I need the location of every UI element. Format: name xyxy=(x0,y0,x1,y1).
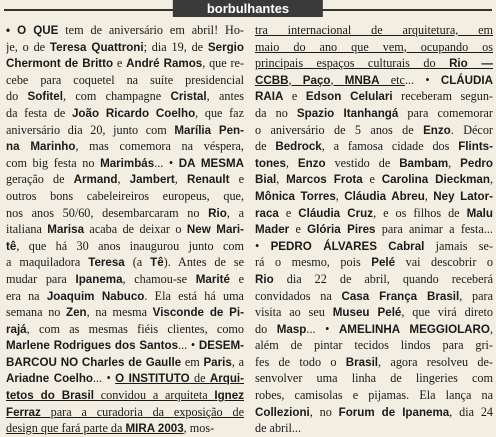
text-run: para animar a festa... xyxy=(375,222,493,237)
text-line xyxy=(6,55,244,72)
text-line xyxy=(255,271,493,288)
text-run: , chamou-se xyxy=(122,271,196,286)
text-run: , mos- xyxy=(183,421,215,436)
bold-name: raca xyxy=(255,206,279,220)
bold-name: DA MESMA xyxy=(178,156,244,170)
bold-name: Malu xyxy=(466,206,493,220)
text-run: , a famosa cidade dos xyxy=(321,139,459,154)
text-line xyxy=(6,188,244,205)
bold-name: Marcos Frota xyxy=(286,173,363,187)
section-title: borbulhantes xyxy=(173,0,323,17)
text-line xyxy=(255,188,493,205)
bold-name: MIRA 2003 xyxy=(125,422,184,436)
text-run: ). Antes de se xyxy=(163,255,244,270)
text-line xyxy=(255,155,493,172)
text-run: cebe para coquetel na suíte presidencial xyxy=(6,72,244,87)
bold-name: Brasil xyxy=(345,355,379,369)
bold-name: Charles de Gaulle xyxy=(81,355,182,369)
bold-name: Carolina Dieckman xyxy=(381,173,490,187)
text-line xyxy=(255,370,493,387)
bold-name: Visconde de Pi- xyxy=(152,306,244,320)
text-run: design que fará parte da xyxy=(6,421,126,436)
text-run: rá o mesmo, pois xyxy=(255,255,372,270)
text-run: e xyxy=(229,271,244,286)
text-run: e xyxy=(289,222,308,237)
text-run: , e os filhos de xyxy=(373,205,467,220)
bold-name: Bedrock xyxy=(275,140,322,154)
text-run: fes de todo o xyxy=(255,354,346,369)
text-run: tra internacional de arquitetura, em xyxy=(255,23,493,37)
text-run: de xyxy=(189,371,210,386)
text-run: etc xyxy=(379,72,405,87)
bold-name: CLÁUDIA xyxy=(440,73,493,87)
bold-name: Marité xyxy=(195,272,230,286)
right-column xyxy=(255,22,493,437)
text-run: , xyxy=(330,72,345,87)
text-line xyxy=(255,88,493,105)
text-run: outros bons cabeleireiros europeus, que, xyxy=(6,188,244,203)
text-run: . Ela está há uma xyxy=(144,288,244,303)
bold-name: Sergio xyxy=(207,40,244,54)
text-line xyxy=(6,221,244,238)
text-run: , xyxy=(174,172,187,187)
bold-name: Edson Celulari xyxy=(305,90,393,104)
text-line xyxy=(255,171,493,188)
bold-name: Armand xyxy=(73,173,118,187)
text-run: com big festa no xyxy=(6,155,101,170)
text-run: e xyxy=(362,172,382,187)
text-run: geração de xyxy=(6,172,74,187)
text-run: , a xyxy=(231,354,244,369)
text-run: principais espaços culturais do xyxy=(255,56,450,71)
text-line xyxy=(6,138,244,155)
text-run: , que re- xyxy=(202,56,244,71)
text-run: , com as mesmas fiéis clientes, como xyxy=(26,321,244,336)
text-run: do xyxy=(6,89,28,104)
text-run: dia 22 de abril, quando receberá xyxy=(273,271,493,286)
bold-name: Mônica Torres xyxy=(255,189,336,203)
text-run: , xyxy=(489,321,493,336)
text-run: , na mesma xyxy=(86,305,153,320)
text-run: para a curadoria da exposição de xyxy=(40,404,244,419)
section-header xyxy=(0,0,496,20)
text-run: , mas comemora na véspera, xyxy=(75,139,244,154)
text-line xyxy=(6,321,244,338)
text-line xyxy=(255,337,493,354)
bold-name: Cláudia Cruz xyxy=(298,206,374,220)
bold-name: BARCOU NO xyxy=(6,355,79,369)
text-run: nos anos 50/60, desembarcaram no xyxy=(6,205,209,220)
text-run: aniversário dia 20, junto com xyxy=(6,122,175,137)
text-run: visita ao seu xyxy=(255,305,333,320)
text-run: receberam segun- xyxy=(392,89,493,104)
text-run: , xyxy=(448,155,461,170)
bold-name: Cristal xyxy=(170,90,207,104)
text-run: além de pintar tecidos lindos para gri- xyxy=(255,338,493,353)
text-run: ... • xyxy=(178,338,199,353)
text-run: . Décor xyxy=(450,122,493,137)
bold-name: Rio xyxy=(255,272,274,286)
text-run: , com champagne xyxy=(62,89,171,104)
bold-name: Bial xyxy=(255,173,277,187)
bold-name: Marisa xyxy=(47,223,85,237)
bold-name: na Marinho xyxy=(6,140,76,154)
text-line xyxy=(6,122,244,139)
text-line xyxy=(6,387,244,404)
bold-name: Paço xyxy=(302,73,331,87)
text-run: semana no xyxy=(6,305,67,320)
text-line xyxy=(6,105,244,122)
text-run: e xyxy=(229,172,244,187)
bold-name: Casa França Brasil xyxy=(341,289,460,303)
text-run: para comemorar xyxy=(398,105,493,120)
bold-name: Marília Pen- xyxy=(174,123,244,137)
text-run: (a xyxy=(124,255,151,270)
text-line xyxy=(6,39,244,56)
text-line xyxy=(6,288,244,305)
bold-name: Ipanema xyxy=(75,272,123,286)
bold-name: O INSTITUTO xyxy=(115,372,190,386)
text-run: , a xyxy=(226,205,244,220)
text-line xyxy=(6,171,244,188)
bold-name: Teresa xyxy=(88,256,125,270)
bold-name: Teresa Quattroni xyxy=(49,40,144,54)
bold-name: Rio — xyxy=(449,57,493,71)
bold-name: Rio xyxy=(208,206,227,220)
text-line xyxy=(6,88,244,105)
bold-name: Collezioni xyxy=(255,405,310,419)
text-run: e xyxy=(283,89,306,104)
text-line xyxy=(255,39,493,56)
text-run: , xyxy=(424,188,434,203)
bold-name: Cabral xyxy=(388,239,425,253)
text-run: , xyxy=(335,188,345,203)
text-run: ... • xyxy=(404,72,441,87)
bold-name: • O QUE xyxy=(6,24,59,37)
text-run: , xyxy=(489,172,493,187)
text-line xyxy=(6,271,244,288)
bold-name: Jambert xyxy=(129,173,175,187)
text-run: da festa de xyxy=(6,105,72,120)
text-run: vai descobrir o xyxy=(395,255,493,270)
bold-name: Marimbás xyxy=(100,156,155,170)
bold-name: tê xyxy=(6,239,17,253)
bold-name: Pelé xyxy=(371,256,396,270)
bold-name: Tê xyxy=(150,256,164,270)
bold-name: Joaquim Nabuco xyxy=(46,289,145,303)
text-run: e xyxy=(113,56,127,71)
text-line xyxy=(255,420,493,437)
bold-name: PEDRO ÁLVARES xyxy=(270,239,377,253)
bold-name: João Ricardo Coelho xyxy=(71,106,196,120)
text-run: mudar para xyxy=(6,271,76,286)
bold-name: Arqui- xyxy=(209,372,244,386)
text-line xyxy=(6,370,244,387)
text-run: do xyxy=(255,321,277,336)
bold-name: Ariadne Coelho xyxy=(6,372,93,386)
text-run: , antes xyxy=(206,89,244,104)
bold-name: Ignez xyxy=(214,389,244,403)
text-line xyxy=(6,354,244,371)
bold-name: Pedro xyxy=(460,156,493,170)
bold-name: Flints- xyxy=(458,140,493,154)
bold-name: RAIA xyxy=(255,90,284,104)
text-run: de xyxy=(255,139,276,154)
bold-name: Sofitel xyxy=(27,90,63,104)
text-run: , no xyxy=(309,404,339,419)
text-run: ... • xyxy=(154,155,179,170)
text-run: italiana xyxy=(6,222,48,237)
text-line xyxy=(6,337,244,354)
text-run: , dia 24 xyxy=(449,404,493,419)
text-run: de abril... xyxy=(255,421,302,436)
text-run: • xyxy=(255,238,271,253)
bold-name: Enzo xyxy=(423,123,451,137)
text-line xyxy=(255,205,493,222)
text-run: a maquiladora xyxy=(6,255,89,270)
bold-name: Paris xyxy=(203,355,232,369)
bold-name: rajá xyxy=(6,322,27,336)
text-run xyxy=(377,239,388,253)
text-line xyxy=(6,404,244,421)
bold-name: Marlene Rodrigues dos Santos xyxy=(6,339,179,353)
text-line xyxy=(6,72,244,89)
text-run: tem de aniversário em abril! Ho- xyxy=(58,23,244,37)
text-line xyxy=(255,122,493,139)
bold-name: MNBA xyxy=(344,73,380,87)
text-line xyxy=(6,205,244,222)
bold-name: Masp xyxy=(276,322,307,336)
bold-name: Enzo xyxy=(297,156,326,170)
text-run: em xyxy=(181,354,204,369)
text-line xyxy=(255,221,493,238)
text-line xyxy=(6,22,244,39)
bold-name: Zen xyxy=(66,306,87,320)
bold-name: tetos do Brasil xyxy=(6,389,94,403)
bold-name: Ferraz xyxy=(6,405,41,419)
bold-name: CCBB xyxy=(255,73,289,87)
text-line xyxy=(255,304,493,321)
text-run: vestido de xyxy=(325,155,400,170)
text-run: ; dia 19, de xyxy=(143,39,208,54)
text-run: ... • xyxy=(306,321,339,336)
text-line xyxy=(255,72,493,89)
text-line xyxy=(255,354,493,371)
text-run: , xyxy=(288,72,303,87)
text-run: je, o de xyxy=(6,39,50,54)
text-run: era na xyxy=(6,288,47,303)
text-run: da no xyxy=(255,105,297,120)
text-line xyxy=(255,387,493,404)
bold-name: Chermont de Britto xyxy=(6,57,114,71)
text-line xyxy=(6,155,244,172)
bold-name: tones xyxy=(255,156,286,170)
text-line xyxy=(6,238,244,255)
bold-name: Spazio Itanhangá xyxy=(296,106,399,120)
text-line xyxy=(255,238,493,255)
text-line xyxy=(255,55,493,72)
text-run: o aniversário de 5 anos de xyxy=(255,122,424,137)
text-line xyxy=(255,321,493,338)
text-run: robes, camisolas e pijamas. Ela lança na xyxy=(255,388,493,403)
text-run: , para xyxy=(459,288,493,303)
text-line xyxy=(6,254,244,271)
text-run: e xyxy=(278,205,299,220)
text-run: acaba de deixar o xyxy=(84,222,187,237)
text-run: jamais se- xyxy=(424,238,493,253)
text-run: , agora resolveu de- xyxy=(378,354,493,369)
text-line xyxy=(255,138,493,155)
text-line xyxy=(255,105,493,122)
bold-name: New Mari- xyxy=(186,223,244,237)
text-run: , xyxy=(276,172,287,187)
text-run: senvolver uma linha de lingeries com xyxy=(255,371,493,386)
bold-name: Mader xyxy=(255,223,290,237)
bold-name: André Ramos xyxy=(126,57,203,71)
text-line xyxy=(255,404,493,421)
text-run: ... • xyxy=(92,371,116,386)
text-run: , que virá direto xyxy=(401,305,493,320)
text-run: , que há 30 anos inaugurou junto com xyxy=(16,238,244,253)
bold-name: Bambam xyxy=(399,156,449,170)
text-run: , que faz xyxy=(195,105,244,120)
text-run: convidou a arquiteta xyxy=(93,388,215,403)
text-line xyxy=(6,304,244,321)
text-run: , xyxy=(285,155,298,170)
text-run: maio do ano que vem, ocupando os xyxy=(255,39,493,54)
bold-name: Ney Lator- xyxy=(433,189,493,203)
text-line xyxy=(255,22,493,39)
bold-name: AMELINHA MEGGIOLARO xyxy=(338,322,490,336)
text-line xyxy=(6,420,244,437)
text-run: convidados na xyxy=(255,288,342,303)
bold-name: Cláudia Abreu xyxy=(344,189,425,203)
left-column xyxy=(6,22,244,437)
bold-name: Museu Pelé xyxy=(332,306,402,320)
bold-name: Forum de Ipanema xyxy=(338,405,450,419)
text-line xyxy=(255,254,493,271)
bold-name: Glória Pires xyxy=(307,223,376,237)
bold-name: Renault xyxy=(186,173,230,187)
text-line xyxy=(255,288,493,305)
text-run: , xyxy=(117,172,130,187)
bold-name: DESEM- xyxy=(198,339,244,353)
